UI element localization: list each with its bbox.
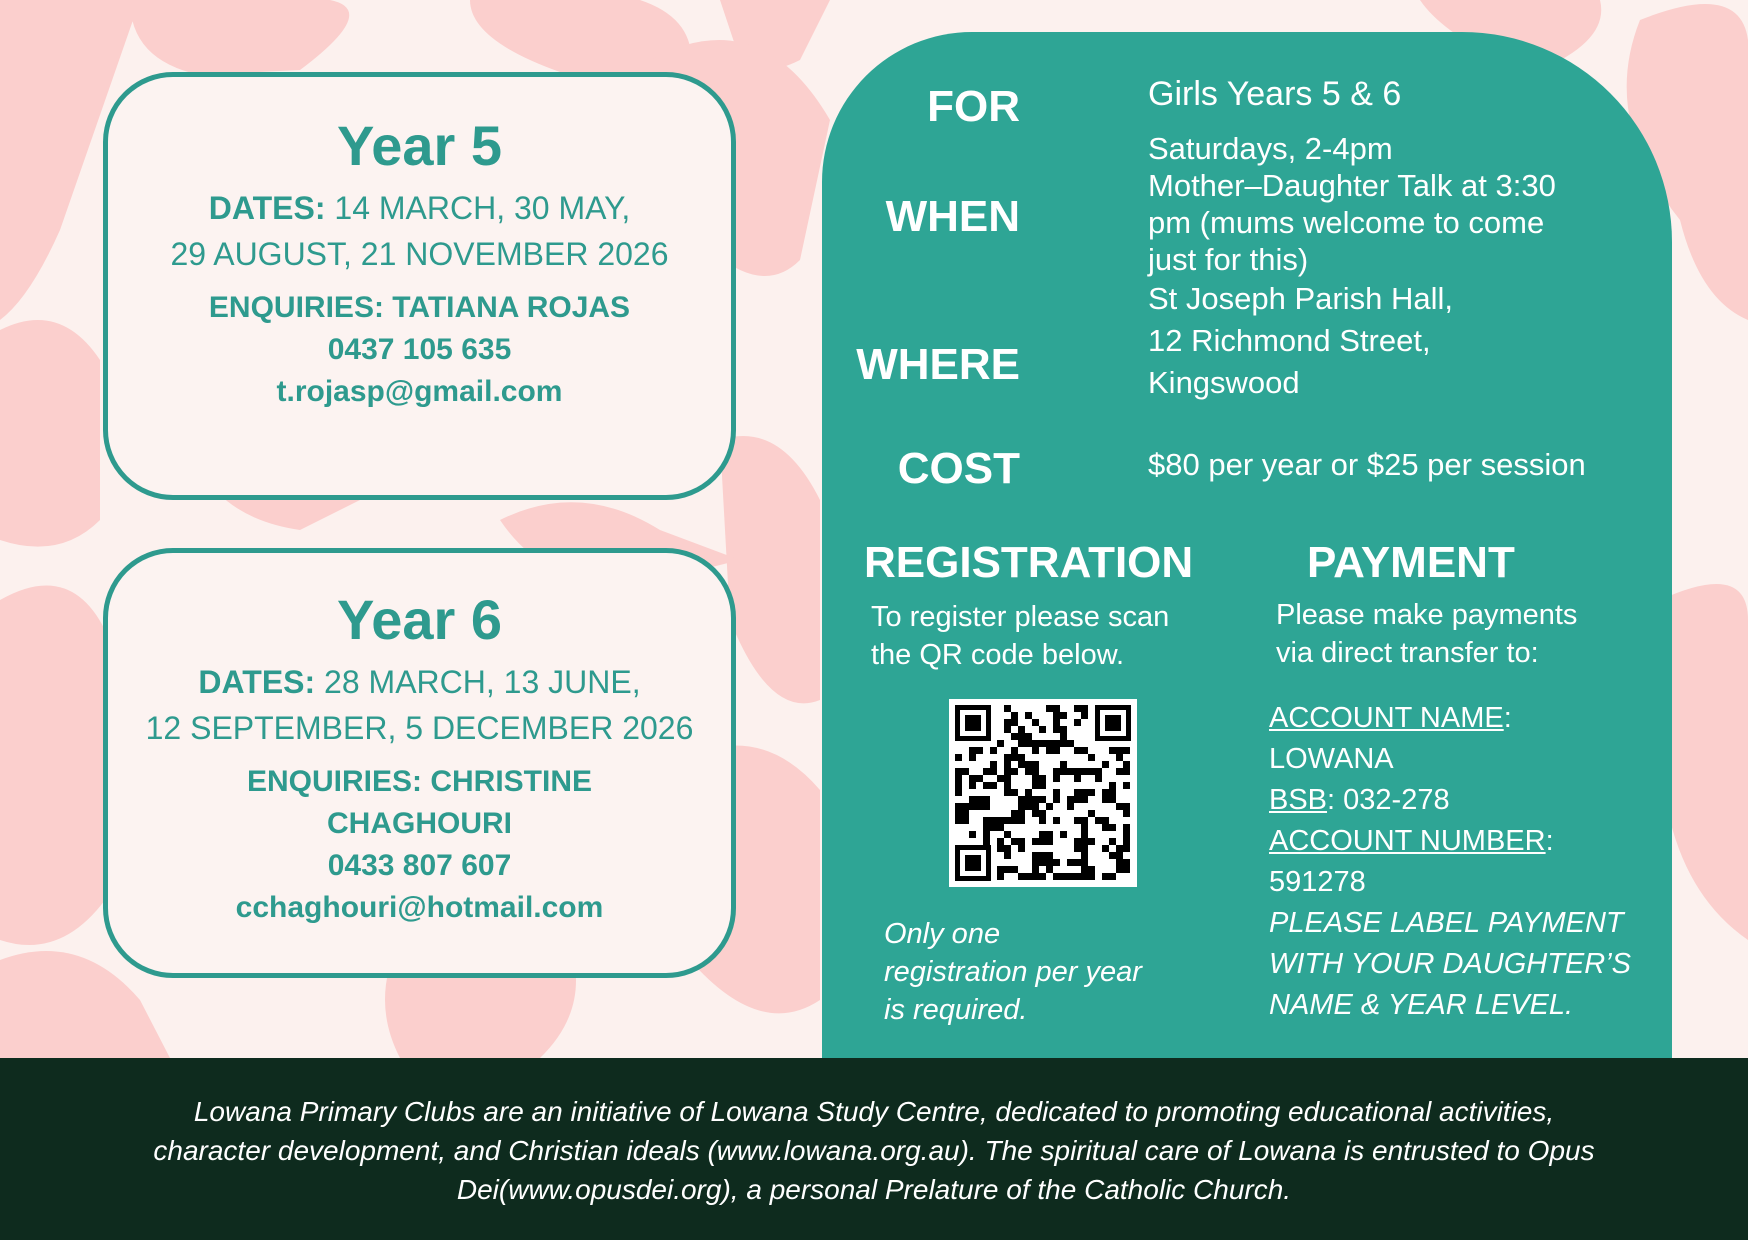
payment-text [1276, 596, 1577, 672]
when-value [1148, 130, 1556, 278]
registration-note-line3: is required. [884, 994, 1028, 1026]
year-5-card [103, 72, 736, 500]
where-line1: St Joseph Parish Hall, [1148, 281, 1453, 316]
year-6-title: Year 6 [336, 588, 503, 651]
registration-note-line2: registration per year [884, 956, 1142, 988]
where-line3: Kingswood [1148, 365, 1300, 400]
year-6-email[interactable]: cchaghouri@hotmail.com [235, 890, 604, 924]
year-6-dates [108, 659, 731, 751]
footer [0, 1058, 1748, 1240]
bsb-label: BSB [1269, 784, 1328, 816]
payment-note-line3: NAME & YEAR LEVEL. [1269, 989, 1574, 1021]
year-6-dates-line1: 28 MARCH, 13 JUNE, [315, 663, 641, 700]
qr-code-graphic [949, 699, 1137, 887]
payment-note-line1: PLEASE LABEL PAYMENT [1269, 907, 1624, 939]
year-5-dates-label: DATES: [208, 189, 326, 226]
registration-title: REGISTRATION [864, 538, 1194, 587]
year-6-phone: 0433 807 607 [327, 848, 512, 882]
qr-code-icon[interactable] [949, 699, 1137, 887]
when-label: WHEN [885, 192, 1020, 241]
cost-label: COST [897, 444, 1020, 493]
year-6-dates-label: DATES: [198, 663, 316, 700]
payment-title: PAYMENT [1307, 538, 1515, 587]
when-line4: just for this) [1148, 242, 1309, 277]
for-value: Girls Years 5 & 6 [1148, 75, 1402, 113]
info-panel [822, 32, 1672, 1092]
for-label: FOR [927, 82, 1020, 131]
account-number-label: ACCOUNT NUMBER [1269, 825, 1546, 857]
year-5-enquiries [108, 287, 731, 413]
footer-line3: Dei(www.opusdei.org), a personal Prelature of the Catholic Church. [456, 1174, 1292, 1205]
where-value [1148, 278, 1453, 404]
account-name-label: ACCOUNT NAME [1269, 702, 1504, 734]
year-5-phone: 0437 105 635 [327, 332, 512, 366]
bsb-value: : 032-278 [1327, 784, 1450, 816]
registration-line1: To register please scan [871, 601, 1170, 633]
year-5-dates-line2: 29 AUGUST, 21 NOVEMBER 2026 [170, 235, 669, 272]
footer-line2: character development, and Christian ideals (www.lowana.org.au). The spiritual care of Lowana is entrusted to Opus [153, 1135, 1595, 1166]
where-line2: 12 Richmond Street, [1148, 323, 1431, 358]
payment-note-line2: WITH YOUR DAUGHTER’S [1269, 948, 1631, 980]
registration-text [871, 598, 1169, 674]
when-line2: Mother–Daughter Talk at 3:30 [1148, 168, 1556, 203]
year-6-card [103, 548, 736, 978]
year-6-dates-line2: 12 SEPTEMBER, 5 DECEMBER 2026 [145, 709, 694, 746]
year-5-email[interactable]: t.rojasp@gmail.com [276, 374, 563, 408]
account-name-value: LOWANA [1269, 743, 1394, 775]
payment-details: ACCOUNT NAME: LOWANA BSB: 032-278 ACCOUNT NUMBER: 591278 PLEASE LABEL PAYMENT WITH YOUR DAUGHTER’S NAME & YEAR LEVEL. [1269, 698, 1631, 1026]
year-5-title: Year 5 [336, 114, 503, 177]
year-5-dates-line1: 14 MARCH, 30 MAY, [325, 189, 631, 226]
when-line3: pm (mums welcome to come [1148, 205, 1545, 240]
registration-note-line1: Only one [884, 918, 1001, 950]
account-number-value: 591278 [1269, 866, 1366, 898]
year-6-enquiries-line1: ENQUIRIES: CHRISTINE [246, 764, 593, 798]
year-6-enquiries-line2: CHAGHOURI [327, 806, 512, 840]
payment-line2: via direct transfer to: [1276, 637, 1539, 669]
year-6-enquiries [108, 761, 731, 929]
when-line1: Saturdays, 2-4pm [1148, 131, 1393, 166]
year-5-enquiries-name: ENQUIRIES: TATIANA ROJAS [208, 290, 631, 324]
year-5-dates [108, 185, 731, 277]
footer-line1: Lowana Primary Clubs are an initiative of Lowana Study Centre, dedicated to promoting educational activities, [193, 1096, 1555, 1127]
payment-line1: Please make payments [1276, 599, 1578, 631]
cost-value: $80 per year or $25 per session [1148, 447, 1586, 482]
where-label: WHERE [856, 340, 1020, 389]
registration-line2: the QR code below. [871, 639, 1125, 671]
registration-note [884, 915, 1142, 1029]
